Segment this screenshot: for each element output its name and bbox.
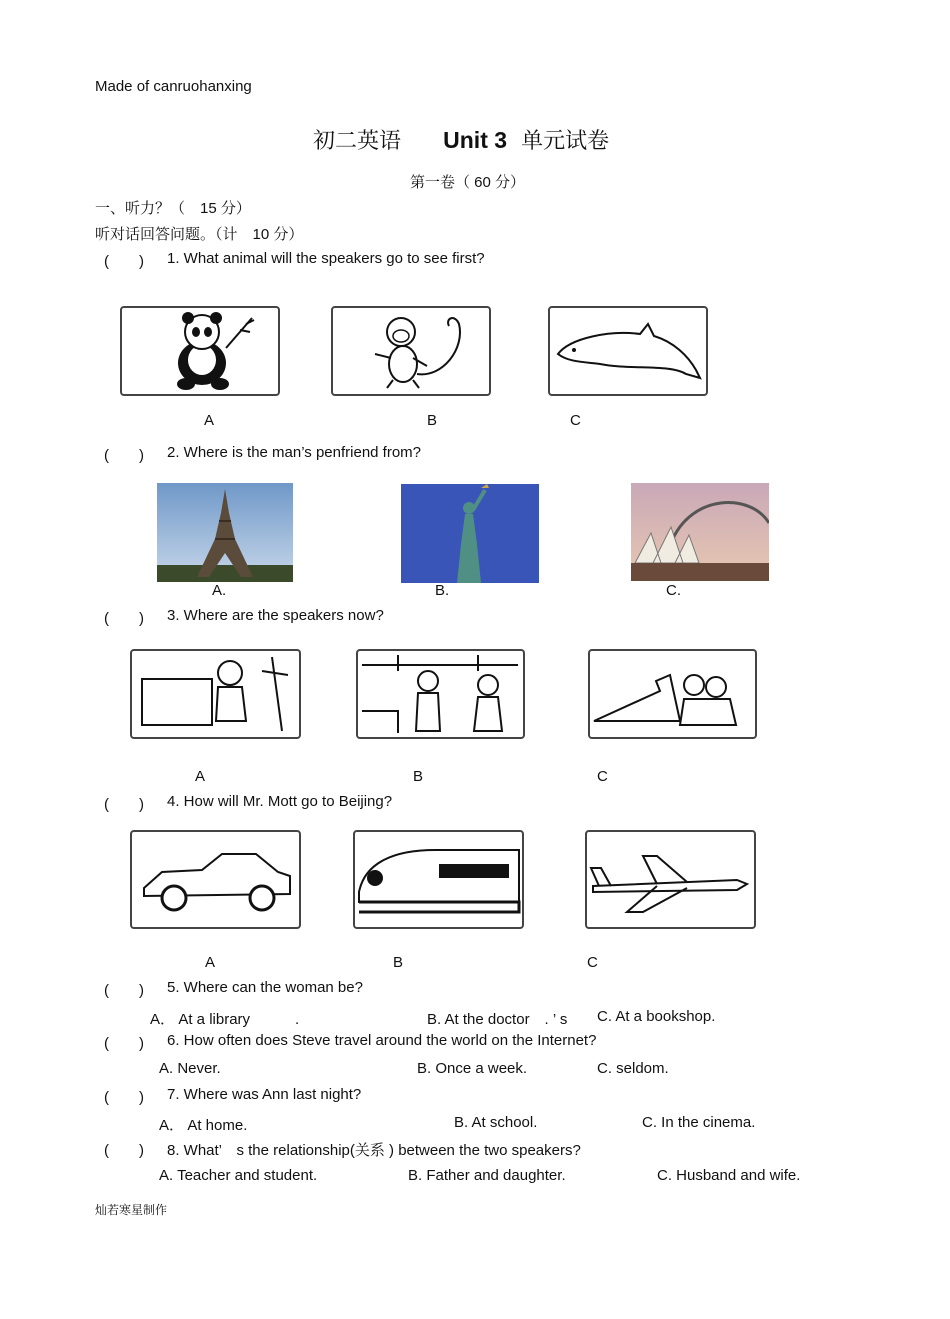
section-heading: 一、听力？（ 15 分）	[95, 200, 251, 217]
option-b-label: B	[393, 954, 404, 971]
airplane-cabin-picture	[588, 649, 757, 739]
option-a: A. Teacher and student.	[159, 1167, 318, 1184]
answer-paren: ( )	[104, 1089, 144, 1106]
option-a: A． At home.	[159, 1117, 248, 1134]
sydney-opera-house-photo	[631, 483, 769, 581]
option-c: C. At a bookshop.	[597, 1008, 716, 1025]
answer-paren: ( )	[104, 253, 144, 270]
question-text: 4. How will Mr. Mott go to Beijing?	[167, 793, 393, 810]
option-a-label: A.	[212, 582, 227, 599]
airplane-picture	[585, 830, 756, 929]
option-c-label: C.	[666, 582, 681, 599]
high-speed-train-picture	[353, 830, 524, 929]
question-text: 5. Where can the woman be?	[167, 979, 363, 996]
option-b-label: B	[413, 768, 424, 785]
option-b-label: B.	[435, 582, 450, 599]
option-b: B. At the doctor . ’ s	[427, 1011, 568, 1028]
question-text: 8. What’ s the relationship(关系 ) between the two speakers?	[167, 1142, 581, 1159]
option-a-label: A	[204, 412, 215, 429]
option-c-label: C	[570, 412, 581, 429]
option-b-label: B	[427, 412, 438, 429]
question-text: 1. What animal will the speakers go to see first?	[167, 250, 485, 267]
monkey-picture	[331, 306, 491, 396]
question-text: 2. Where is the man’s penfriend from?	[167, 444, 422, 461]
option-b: B. Father and daughter.	[408, 1167, 566, 1184]
option-a-label: A	[205, 954, 216, 971]
option-c-label: C	[587, 954, 598, 971]
part-heading: 听对话回答问题。（计 10 分）	[95, 226, 304, 243]
option-c-label: C	[597, 768, 608, 785]
header-text: Made of canruohanxing	[95, 78, 252, 95]
option-c: C. Husband and wife.	[657, 1167, 801, 1184]
panda-picture	[120, 306, 280, 396]
option-a: A. Never.	[159, 1060, 221, 1077]
answer-paren: ( )	[104, 447, 144, 464]
train-interior-picture	[356, 649, 525, 739]
answer-paren: ( )	[104, 1035, 144, 1052]
question-text: 6. How often does Steve travel around the world on the Internet?	[167, 1032, 597, 1049]
option-c: C. In the cinema.	[642, 1114, 756, 1131]
volume-label: 第一卷（ 60 分）	[410, 174, 526, 191]
answer-paren: ( )	[104, 982, 144, 999]
option-b: B. Once a week.	[417, 1060, 528, 1077]
title-cn1: 初二英语	[313, 128, 402, 153]
page-title	[313, 124, 609, 155]
option-a-label: A	[195, 768, 206, 785]
statue-of-liberty-photo	[401, 484, 539, 583]
answer-paren: ( )	[104, 610, 144, 627]
option-c: C. seldom.	[597, 1060, 669, 1077]
eiffel-tower-photo	[157, 483, 293, 582]
office-picture	[130, 649, 301, 739]
answer-paren: ( )	[104, 1142, 144, 1159]
footer-text: 灿若寒星制作	[95, 1203, 168, 1217]
car-picture	[130, 830, 301, 929]
question-text: 3. Where are the speakers now?	[167, 607, 384, 624]
title-cn2: 单元试卷	[521, 128, 610, 153]
dolphin-picture	[548, 306, 708, 396]
title-unit: Unit 3	[443, 127, 508, 153]
question-text: 7. Where was Ann last night?	[167, 1086, 362, 1103]
answer-paren: ( )	[104, 796, 144, 813]
option-a: A． At a library .	[150, 1011, 300, 1028]
option-b: B. At school.	[454, 1114, 538, 1131]
